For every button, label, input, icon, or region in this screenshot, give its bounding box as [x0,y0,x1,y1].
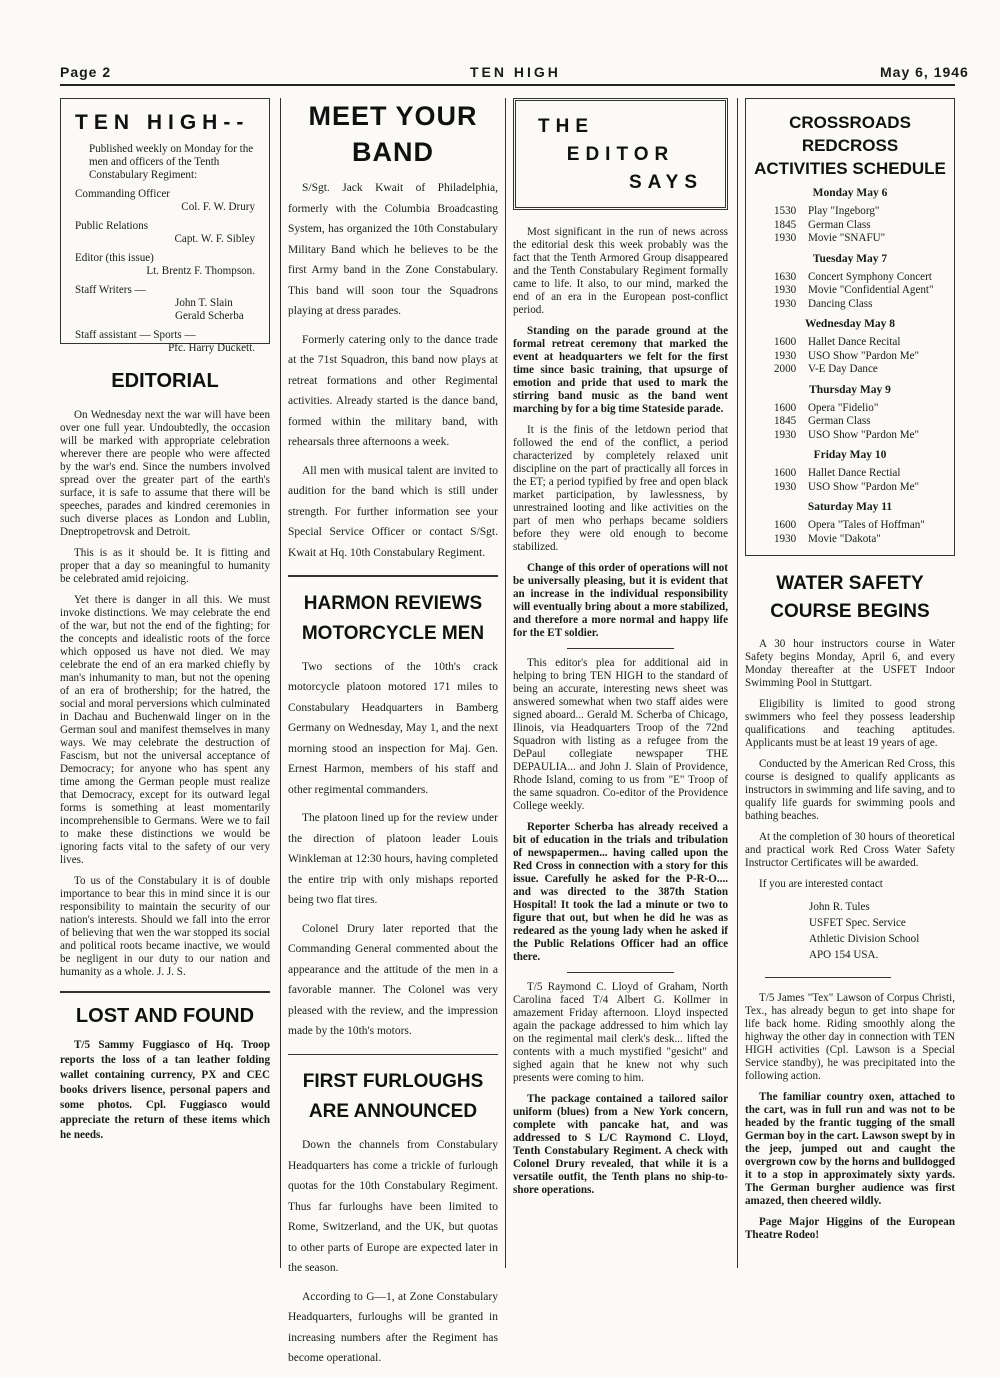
harmon-paragraph: Colonel Drury later reported that the Commanding General commented about the appearance and the attitude of the men in a favorable manner. The Colonel was very pleased with the review, and the impression made by the 10th's motors. [288,922,498,1037]
schedule-day: Friday May 10 [813,449,887,461]
editor-paragraph: This editor's plea for additional aid in helping to bring TEN HIGH to the standard of being an accurate, interesting news sheet was answered somewhat when two staff aides were signed aboard... Gerald M. Scherba of Chicago, Ilinois, via Headquarters Troop of the 72nd Squadron with listing as a refugee from the DePaul collegiate newspaper THE DEPAULIA... and John J. Slain of Providence, Rhode Island, coming to us from "E" Troop of the same squadron. Co-editor of the Providence College weekly. [513,657,728,812]
schedule-day: Monday May 6 [812,187,888,199]
schedule-item: 1930 Movie "Confidential Agent" [774,284,934,296]
lost-found-text: T/5 Sammy Fuggiasco of Hq. Troop reports the loss of a tan leather folding wallet containing currency, PX and CEC books drivers lisence, personal papers and some photos. Cpl. Fuggiasco would appreciate the return of these items which he needs. [60,1038,270,1141]
editor-paragraph: Standing on the parade ground at the formal retreat ceremony that marked the event at headquarters we felt for the first time since basic training, that upsurge of emotion and pride that used to mark the stirring band music as the band went marching by for a big time Stateside parade. [513,325,728,415]
column-rule [505,98,506,1268]
staff-name: Lt. Brentz F. Thompson. [146,265,255,277]
furloughs-paragraph: Down the channels from Constabulary Headquarters has come a trickle of furlough quotas for the 10th Constabulary Regiment. Thus far furloughs have been limited to Rome, Switzerland, and the UK, but quotas to other parts of Europe are expected later in the season. [288,1139,498,1274]
schedule-day: Wednesday May 8 [804,318,896,330]
band-heading: MEET YOUR BAND [308,101,478,167]
staff-role: Commanding Officer [75,188,170,200]
staff-box-intro: Published weekly on Monday for the men and officers of the Tenth Constabulary Regiment: [89,143,254,181]
water-safety-paragraph: A 30 hour instructors course in Water Safety begins Monday, April 6, and every Monday thereafter at the USFET Indoor Swimming Pool in Stuttgart. [745,638,955,689]
schedule-item: 1630 Concert Symphony Concert [774,270,932,283]
water-safety-paragraph: Eligibility is limited to good strong swimmers who feel they possess leadership qualifications and teaching aptitudes. Applicants must be at least 19 years of age. [745,698,955,749]
schedule-item: 1930 USO Show "Pardon Me" [774,480,920,493]
lawson-paragraph: The familiar country oxen, attached to the cart, was in full run and was not to be headed by the frantic tugging of the small German boy in the cart. Lawson swept by in the jeep, jumped out and caught the overgrown cow by the horns and bulldogged it to a stop in approximately sixty yards. The German burgher audience was first amazed, then cheered wildly. [745,1091,955,1207]
editorial-heading: EDITORIAL [111,370,219,392]
editorial-paragraph: Yet there is danger in all this. We must invoke distinctions. We may celebrate the end of the war, but not the end of the fighting; for the concepts and idealistic roots of the force which opposed us have not died. We may celebrate the end of an era marked chiefly by man's inhumanity to man, but not the opening of an era of brothership; for the hatred, the social and moral perversions which culminated in Dachau and Buchenwald linger on in the German soul and manifest themselves in many ways. We may celebrate the destruction of Fascism, but not the universal acceptance of Democracy; for anyone who has spent any time among the German people must realize that Democracy, except for its outward legal forms is something at least momentarily incomprehensible to Germans. Were we to fail to make these distinctions we would be ignoring facts vital to the safety of our very lives. [60,594,270,866]
editor-paragraph: T/5 Raymond C. Lloyd of Graham, North Carolina faced T/4 Albert G. Kollmer in amazement Friday afternoon. Lloyd inspected again the package addressed to him which lay on the regimental mail clerk's desk... lifted the contents with a much mystified "gesicht" and sighed again that he knew not why such presents were coming to him. [513,981,728,1084]
water-safety-paragraph: If you are interested contact [759,878,883,890]
editor-paragraph: It is the finis of the letdown period that followed the end of the conflict, a period characterized by completely relaxed unit discipline on the part of practically all forces in the ET; a period typified by free and open black market participation, by lawlessness, by unrestrained looting and like activities on the part of men who perhaps became soldiers before they were old enough to become stabilized. [513,424,728,553]
schedule-item: 1930 Dancing Class [774,297,873,310]
editor-says-line: THE [538,116,594,137]
staff-box [60,98,270,354]
harmon-heading: HARMON REVIEWS MOTORCYCLE MEN [301,592,485,644]
section-divider [288,575,498,577]
editor-paragraph: Reporter Scherba has already received a bit of education in the trials and tribulation of newspapermen... having called upon the Red Cross in connection with a story for this issue. Carefully he asked for the P-R-O.... and was directed to the 387th Station Hospital! It took the lad a minute or two to figure that out, but when he did he was as redeared as the young lady when he asked if the Public Relations Officer had an office there. [513,821,728,963]
staff-box-title: TEN HIGH-- [75,111,250,134]
schedule-box [745,98,955,556]
column-2 [288,98,498,1377]
contact-line: Athletic Division School [809,933,920,945]
column-rule [280,98,281,1268]
schedule-item: 1600 Hallet Dance Recital [774,336,901,348]
editorial-paragraph: To us of the Constabulary it is of double importance to bear this in mind since it is our responsibility to maintain the security of our nation's interests. Should we fall into the error of believing that wen the war stopped its social and political roots became inactive, we would be negligent in our duty to our nation and humanity as a whole. J. J. S. [60,875,270,978]
editorial-paragraph: This is as it should be. It is fitting and proper that a day so meaningful to humanity be celebrated amid rejoicing. [60,547,270,585]
section-divider [567,648,675,649]
staff-role: Editor (this issue) [75,252,154,264]
section-divider [567,972,675,973]
staff-name: Capt. W. F. Sibley [174,233,255,245]
column-4 [745,98,955,1250]
column-1 [60,98,270,1151]
schedule-item: 1600 Opera "Tales of Hoffman" [774,519,925,531]
staff-name: Gerald Scherba [175,310,244,322]
lost-found-heading: LOST AND FOUND [75,1004,255,1027]
water-safety-contact [745,899,955,963]
column-3 [513,98,728,1205]
schedule-day: Tuesday May 7 [812,252,888,265]
water-safety-paragraph: At the completion of 30 hours of theoretical and practical work Red Cross Water Safety Instructor Certificates will be awarded. [745,831,955,869]
staff-name: John T. Slain [175,297,233,309]
staff-role: Public Relations [75,220,149,232]
schedule-day: Saturday May 11 [807,501,893,513]
furloughs-heading: FIRST FURLOUGHS ARE ANNOUNCED [302,1071,484,1122]
column-rule [737,98,738,1268]
contact-line: APO 154 USA. [809,949,879,961]
staff-name: Pfc. Harry Duckett. [168,342,255,354]
harmon-paragraph: Two sections of the 10th's crack motorcycle platoon motored 171 miles to Constabulary Headquarters in Bamberg Germany on Wednesday, May 1, and the next morning stood an inspection for Maj. Gen. Ernest Harmon, members of his staff and other regimental commanders. [288,660,498,796]
masthead-title: TEN HIGH [470,64,561,80]
section-divider [60,991,270,993]
lawson-paragraph: Page Major Higgins of the European Theatre Rodeo! [745,1216,955,1241]
page-number: Page 2 [60,64,112,80]
schedule-item: 1930 Movie "SNAFU" [774,232,886,244]
contact-line: USFET Spec. Service [809,917,906,929]
band-paragraph: S/Sgt. Jack Kwait of Philadelphia, formerly with the Columbia Broadcasting System, has organized the 10th Constabulary Military Band which he believes to be the first Army band in the Zone Constabulary. This band will soon tour the Squadrons playing at dress parades. [288,182,498,317]
section-divider [288,1054,498,1056]
schedule-item: 1600 Opera "Fidelio" [774,401,879,414]
editor-says-box [513,98,728,210]
schedule-heading: CROSSROADS [789,113,911,132]
schedule-item: 1930 Movie "Dakota" [774,532,881,545]
editor-paragraph: The package contained a tailored sailor uniform (blues) from a New York concern, complete with pancake hat, and was addressed to S L/C Raymond C. Lloyd, Tenth Constabulary Regiment. A check with Colonel Drury revealed, that while it is a versatile outfit, the Tenth plans no ship-to-shore operations. [513,1093,728,1196]
lawson-paragraph: T/5 James "Tex" Lawson of Corpus Christi, Tex., has already begun to get into shape for life back home. Riding smoothly along the highway the other day in connection with TEN HIGH activities (Cpl. Lawson is a Special Service standby), he was precipitated into the following action. [745,992,955,1082]
band-paragraph: Formerly catering only to the dance trade at the 71st Squadron, this band now plays at retreat formations and other Regimental activities. Already started is the dance band, formed within the military band, with rehearsals three afternoons a week. [288,333,498,448]
staff-role: Staff assistant — Sports — [75,329,196,341]
staff-name: Col. F. W. Drury [181,201,255,213]
editor-paragraph: Most significant in the run of news across the editorial desk this week probably was the fact that the Tenth Armored Group disappeared and the Tenth Constabulary Regiment formally came to life. It also, to our mind, marked the end of an era in the European post-conflict period. [513,226,728,316]
schedule-heading: ACTIVITIES SCHEDULE [754,159,946,178]
editor-says-line: EDITOR [566,144,675,165]
schedule-heading: REDCROSS [801,136,899,155]
issue-date: May 6, 1946 [880,64,969,80]
schedule-item: 1845 German Class [774,218,871,231]
schedule-item: 1930 USO Show "Pardon Me" [774,428,920,441]
schedule-item: 2000 V-E Day Dance [774,363,878,375]
schedule-item: 1600 Hallet Dance Rectial [774,467,901,479]
editor-says-line: SAYS [629,172,703,193]
furloughs-paragraph: According to G—1, at Zone Constabulary Headquarters, furloughs will be granted in increasing numbers after the Regiment has become operational. [288,1290,498,1364]
contact-line: John R. Tules [809,901,870,913]
editor-paragraph: Change of this order of operations will not be universally pleasing, but it is evident that an increase in the individual responsibility will eventually bring about a more stabilized, and therefore a more normal and happy life for the ET soldier. [513,562,728,639]
band-paragraph: All men with musical talent are invited to audition for the band which is still under strength. For further information see your Special Service Officer or contact S/Sgt. Kwait at Hq. 10th Constabulary Regiment. [288,464,498,559]
schedule-item: 1530 Play "Ingeborg" [774,205,880,217]
schedule-item: 1930 USO Show "Pardon Me" [774,349,920,362]
schedule-item: 1845 German Class [774,415,871,427]
section-divider [765,977,891,978]
masthead-rule [60,84,955,86]
water-safety-paragraph: Conducted by the American Red Cross, this course is designed to qualify applicants as instructors in swimming and life saving, and to qualify life guards for swimming pools and bathing beaches. [745,758,955,822]
schedule-day: Thursday May 9 [809,383,891,396]
harmon-paragraph: The platoon lined up for the review under the direction of platoon leader Louis Winkleman at 12:30 hours, having completed the entire trip with only mishaps reported being two flat tires. [288,812,498,906]
editorial-paragraph: On Wednesday next the war will have been over one full year. Undoubtedly, the occasion will be marked with appropriate celebration wherever there are people who were affected by the war's end. Since the numbers involved spread over the greater part of the earth's surface, it is safe to assume that there will be speeches, parades and kindred ceremonies in such diverse places as London and Lublin, Dneptropetrovsk and Detroit. [60,409,270,538]
water-safety-heading: WATER SAFETY COURSE BEGINS [770,573,930,622]
staff-role: Staff Writers — [75,284,146,296]
